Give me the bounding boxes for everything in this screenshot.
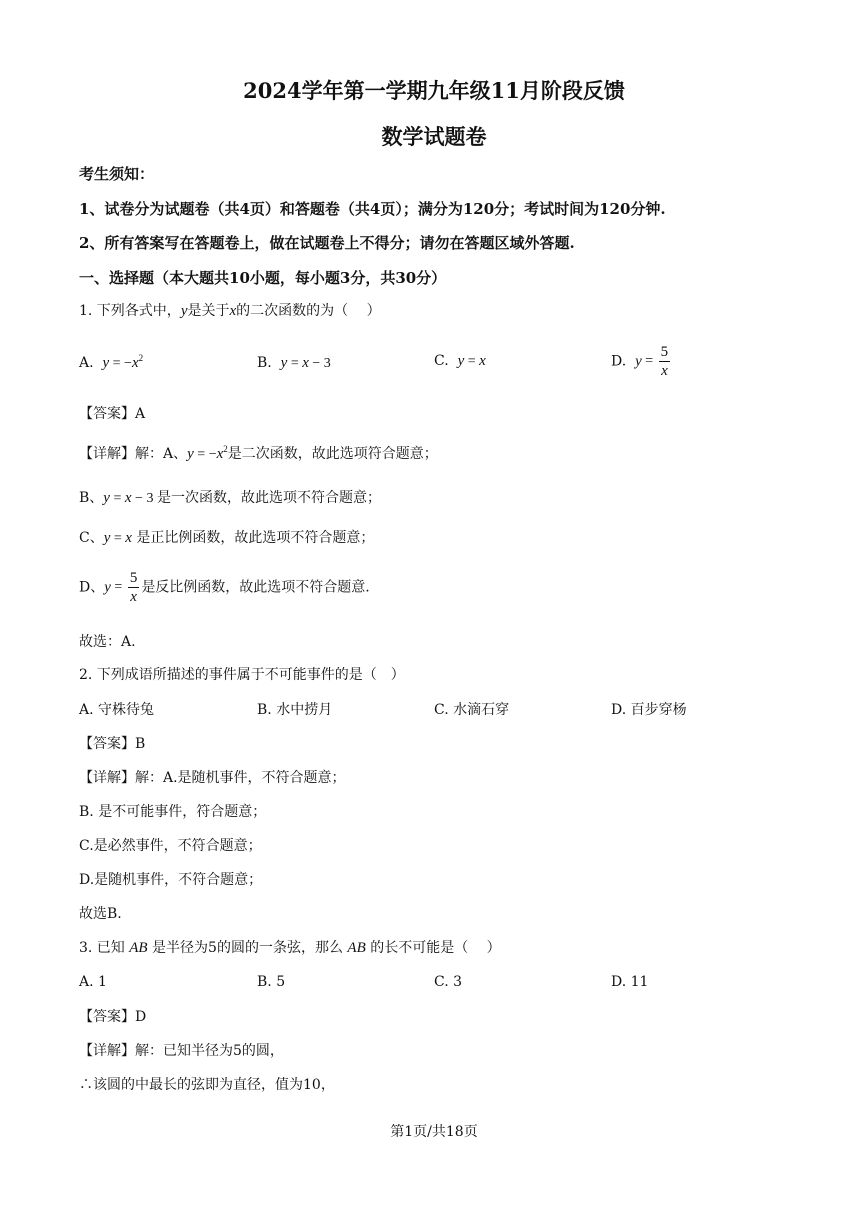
section-heading: 一、选择题（本大题共10小题，每小题3分，共30分）: [79, 269, 447, 287]
question-2-explanation-d: D.是随机事件，不符合题意；: [79, 872, 263, 888]
question-2-option-a: A. 守株待兔: [79, 702, 155, 718]
question-3-option-a: A. 1: [79, 974, 107, 990]
question-3-option-b: B. 5: [257, 974, 286, 990]
question-1-option-b: B. y = x − 3: [257, 355, 331, 371]
question-2-explanation-b: B. 是不可能事件，符合题意；: [79, 804, 267, 820]
question-1-stem: 1. 下列各式中，y是关于x的二次函数的为（ ）: [79, 303, 381, 319]
exam-title: 2024学年第一学期九年级11月阶段反馈: [243, 78, 625, 103]
question-1-answer: 【答案】A: [79, 406, 146, 422]
question-1-explanation-d: D、y = $\frac{5}{x}$ 是反比例函数，故此选项不符合题意.: [79, 570, 370, 605]
question-2-explanation-c: C.是必然事件，不符合题意；: [79, 838, 262, 854]
notice-item-2: 2、所有答案写在答题卷上，做在试题卷上不得分；请勿在答题区域外答题.: [79, 234, 575, 252]
question-1-option-d: D. y = $\frac{5}{x}$: [611, 344, 669, 379]
question-1-explanation-b: B、y = x − 3 是一次函数，故此选项不符合题意；: [79, 490, 381, 506]
question-2-option-c: C. 水滴石穿: [434, 702, 510, 718]
question-2-conclusion: 故选B.: [79, 906, 122, 922]
question-1-option-c: C. y = x: [434, 353, 486, 369]
question-3-stem: 3. 已知 AB 是半径为5的圆的一条弦，那么 AB 的长不可能是（ ）: [79, 940, 501, 956]
question-1-option-a: A. $y = -x^2$: [79, 353, 144, 371]
question-3-option-c: C. 3: [434, 974, 463, 990]
notice-heading: 考生须知：: [79, 165, 155, 183]
exam-subtitle: 数学试题卷: [381, 124, 487, 149]
question-2-option-b: B. 水中捞月: [257, 702, 333, 718]
notice-item-1: 1、试卷分为试题卷（共4页）和答题卷（共4页）；满分为120分；考试时间为120分钟.: [79, 200, 666, 218]
question-3-explanation-b: ∴该圆的中最长的弦即为直径，值为10，: [79, 1077, 335, 1093]
question-2-option-d: D. 百步穿杨: [611, 702, 687, 718]
question-2-explanation-a: 【详解】解：A.是随机事件，不符合题意；: [79, 770, 346, 786]
question-2-stem: 2. 下列成语所描述的事件属于不可能事件的是（ ）: [79, 667, 405, 683]
question-1-explanation-a: 【详解】解：A、$y = -x^2$是二次函数，故此选项符合题意；: [79, 444, 438, 462]
question-2-answer: 【答案】B: [79, 736, 146, 752]
question-3-explanation-a: 【详解】解：已知半径为5的圆，: [79, 1043, 284, 1059]
page-number: 第1页/共18页: [390, 1124, 478, 1140]
question-1-conclusion: 故选：A.: [79, 634, 136, 650]
question-3-option-d: D. 11: [611, 974, 649, 990]
question-3-answer: 【答案】D: [79, 1009, 147, 1025]
question-1-explanation-c: C、y = x 是正比例函数，故此选项不符合题意；: [79, 530, 375, 546]
